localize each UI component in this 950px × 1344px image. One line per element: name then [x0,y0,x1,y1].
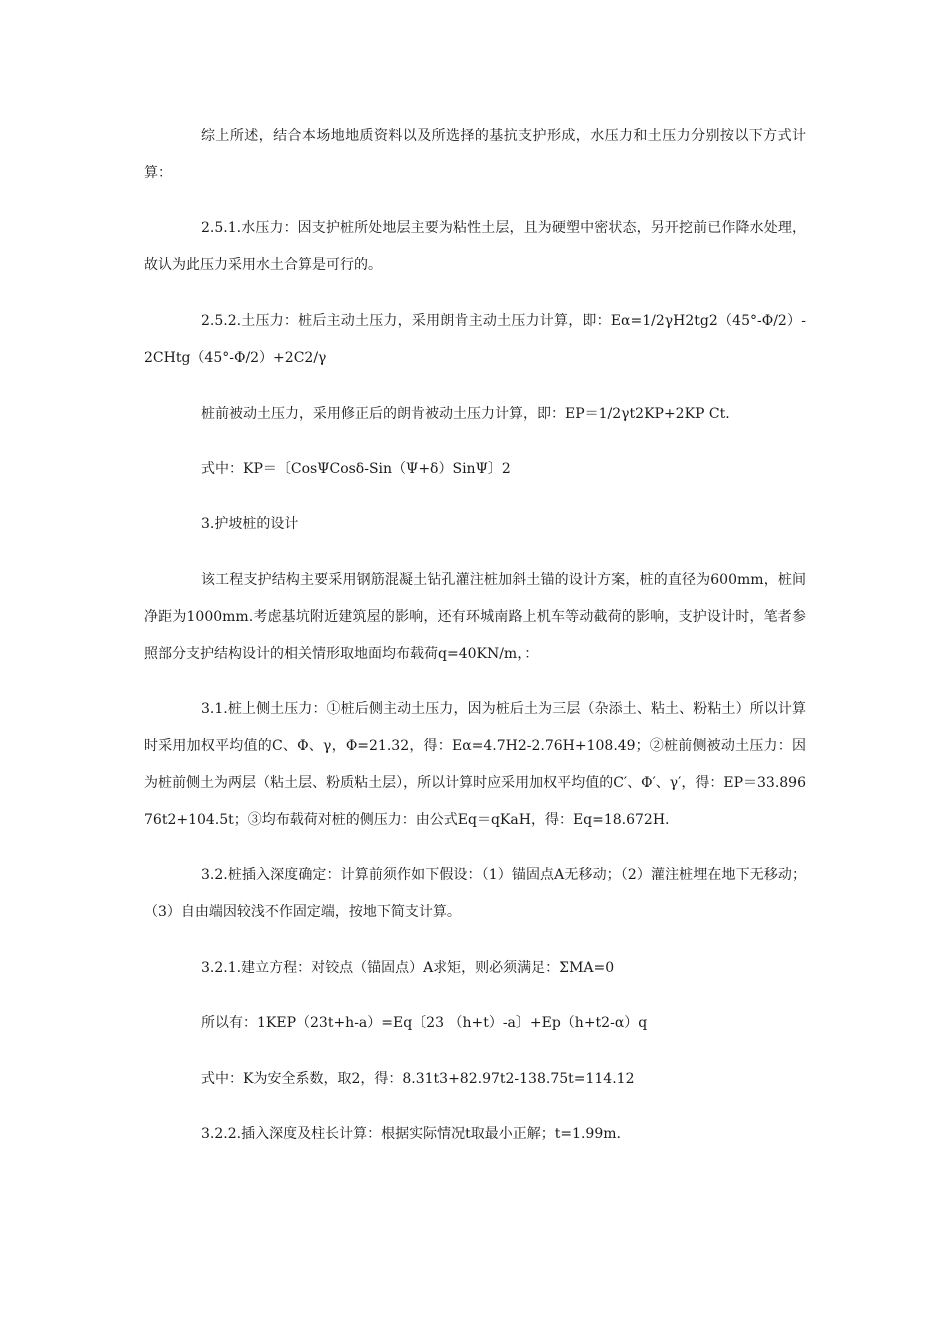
paragraph-passive-pressure: 桩前被动土压力，采用修正后的朗肯被动土压力计算，即：EP＝1/2γt2KP+2KP Ct. [201,406,730,422]
paragraph-safety-factor: 式中：K为安全系数，取2，得：8.31t3+82.97t2-138.75t=114.12 [201,1071,635,1087]
paragraph-summary: 综上所述，结合本场地地质资料以及所选择的基抗支护形成，水压力和土压力分别按以下方式计算： [144,128,806,181]
paragraph-3-2-insertion-depth: 3.2.桩插入深度确定：计算前须作如下假设：（1）锚固点A无移动；（2）灌注桩埋在地下无移动；（3）自由端因较浅不作固定端，按地下简支计算。 [144,867,806,920]
paragraph-moment-equation: 所以有：1KEP（23t+h-a）=Eq〔23 （h+t）-a〕+Ep（h+t2-α）q [201,1015,648,1031]
paragraph-support-scheme: 该工程支护结构主要采用钢筋混凝土钻孔灌注桩加斜土锚的设计方案，桩的直径为600mm，桩间净距为1000mm.考虑基坑附近建筑屋的影响，还有环城南路上机车等动截荷的影响，支护设计时，笔者参照部分支护结构设计的相关情形取地面均布载荷q=40KN/m，： [144,572,806,662]
paragraph-2-5-2-soil-pressure: 2.5.2.土压力：桩后主动土压力，采用朗肯主动土压力计算，即：Eα=1/2γH2tg2（45°-Φ/2）-2CHtg（45°-Φ/2）+2C2/γ [144,313,806,366]
heading-3-pile-design: 3.护坡桩的设计 [201,516,299,532]
paragraph-3-2-1-equation: 3.2.1.建立方程：对铰点（锚固点）A求矩，则必须满足：ΣMA=0 [201,960,615,976]
paragraph-3-2-2-pile-length: 3.2.2.插入深度及柱长计算：根据实际情况t取最小正解；t=1.99m. [201,1126,621,1142]
paragraph-2-5-1-water-pressure: 2.5.1.水压力：因支护桩所处地层主要为粘性土层，且为硬塑中密状态，另开挖前已作降水处理，故认为此压力采用水土合算是可行的。 [144,220,806,273]
paragraph-kp-formula: 式中：KP＝〔CosΨCosδ-Sin（Ψ+δ）SinΨ〕2 [201,461,511,477]
paragraph-3-1-lateral-pressure: 3.1.桩上侧土压力：①桩后侧主动土压力，因为桩后土为三层（杂添土、粘土、粉粘土）所以计算时采用加权平均值的C、Φ、γ，Φ=21.32，得：Eα=4.7H2-2.76H+108.49；②桩前侧被动土压力：因为桩前侧土为两层（粘土层、粉质粘土层），所以计算时应采用加权平均值的C′、Φ′、γ′，得：EP＝33.89676t2+104.5t；③均布载荷对桩的侧压力：由公式Eq＝qKaH，得：Eq=18.672H. [144,701,806,828]
